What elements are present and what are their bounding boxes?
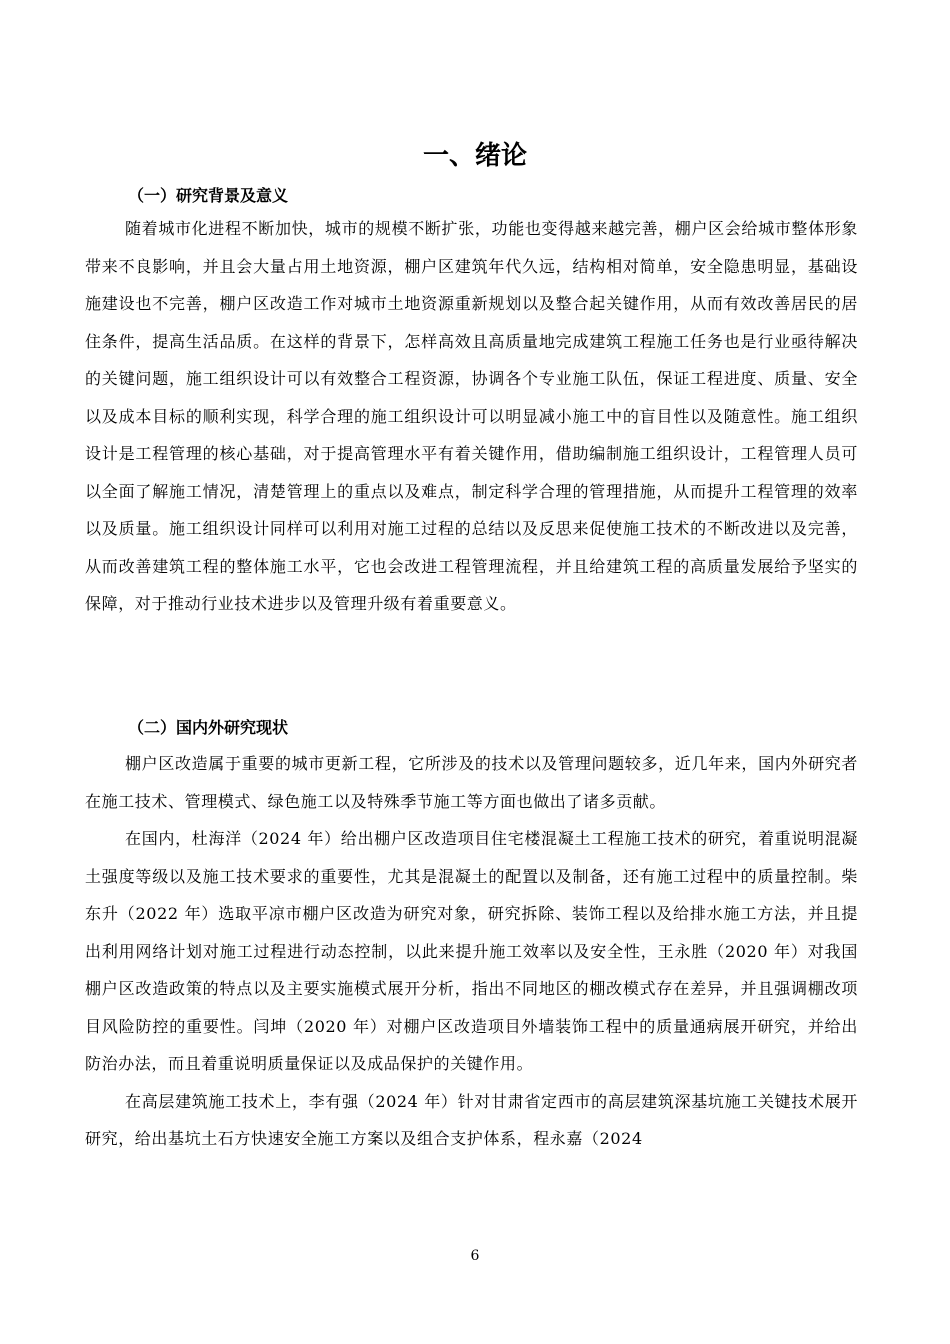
chapter-title: 一、绪论 — [422, 141, 527, 171]
paragraph: 在高层建筑施工技术上，李有强（2024 年）针对甘肃省定西市的高层建筑深基坑施工关键技术展开研究，给出基坑土石方快速安全施工方案以及组合支护体系，程永嘉（2024 — [85, 1091, 858, 1148]
paragraph: 随着城市化进程不断加快，城市的规模不断扩张，功能也变得越来越完善，棚户区会给城市整体形象带来不良影响，并且会大量占用土地资源，棚户区建筑年代久远，结构相对简单，安全隐患明显，基础设施建设也不完善，棚户区改造工作对城市土地资源重新规划以及整合起关键作用，从而有效改善居民的居住条件，提高生活品质。在这样的背景下，怎样高效且高质量地完成建筑工程施工任务也是行业亟待解决的关键问题，施工组织设计可以有效整合工程资源，协调各个专业施工队伍，保证工程进度、质量、安全以及成本目标的顺利实现，科学合理的施工组织设计可以明显减小施工中的盲目性以及随意性。施工组织设计是工程管理的核心基础，对于提高管理水平有着关键作用，借助编制施工组织设计，工程管理人员可以全面了解施工情况，清楚管理上的重点以及难点，制定科学合理的管理措施，从而提升工程管理的效率以及质量。施工组织设计同样可以利用对施工过程的总结以及反思来促使施工技术的不断改进以及完善，从而改善建筑工程的整体施工水平，它也会改进工程管理流程，并且给建筑工程的高质量发展给予坚实的保障，对于推动行业技术进步以及管理升级有着重要意义。 — [85, 219, 858, 613]
page-number: 6 — [470, 1248, 480, 1264]
section-body-background — [85, 210, 858, 623]
section-heading-background: （一）研究背景及意义 — [128, 186, 289, 205]
section-heading-research-status: （二）国内外研究现状 — [128, 718, 289, 737]
paragraph: 棚户区改造属于重要的城市更新工程，它所涉及的技术以及管理问题较多，近几年来，国内外研究者在施工技术、管理模式、绿色施工以及特殊季节施工等方面也做出了诸多贡献。 — [85, 754, 858, 811]
section-body-research-status — [85, 745, 858, 1158]
paragraph: 在国内，杜海洋（2024 年）给出棚户区改造项目住宅楼混凝土工程施工技术的研究，着重说明混凝土强度等级以及施工技术要求的重要性，尤其是混凝土的配置以及制备，还有施工过程中的质量控制。柴东升（2022 年）选取平凉市棚户区改造为研究对象，研究拆除、装饰工程以及给排水施工方法，并且提出利用网络计划对施工过程进行动态控制，以此来提升施工效率以及安全性，王永胜（2020 年）对我国棚户区改造政策的特点以及主要实施模式展开分析，指出不同地区的棚改模式存在差异，并且强调棚改项目风险防控的重要性。闫坤（2020 年）对棚户区改造项目外墙装饰工程中的质量通病展开研究，并给出防治办法，而且着重说明质量保证以及成品保护的关键作用。 — [85, 829, 858, 1073]
